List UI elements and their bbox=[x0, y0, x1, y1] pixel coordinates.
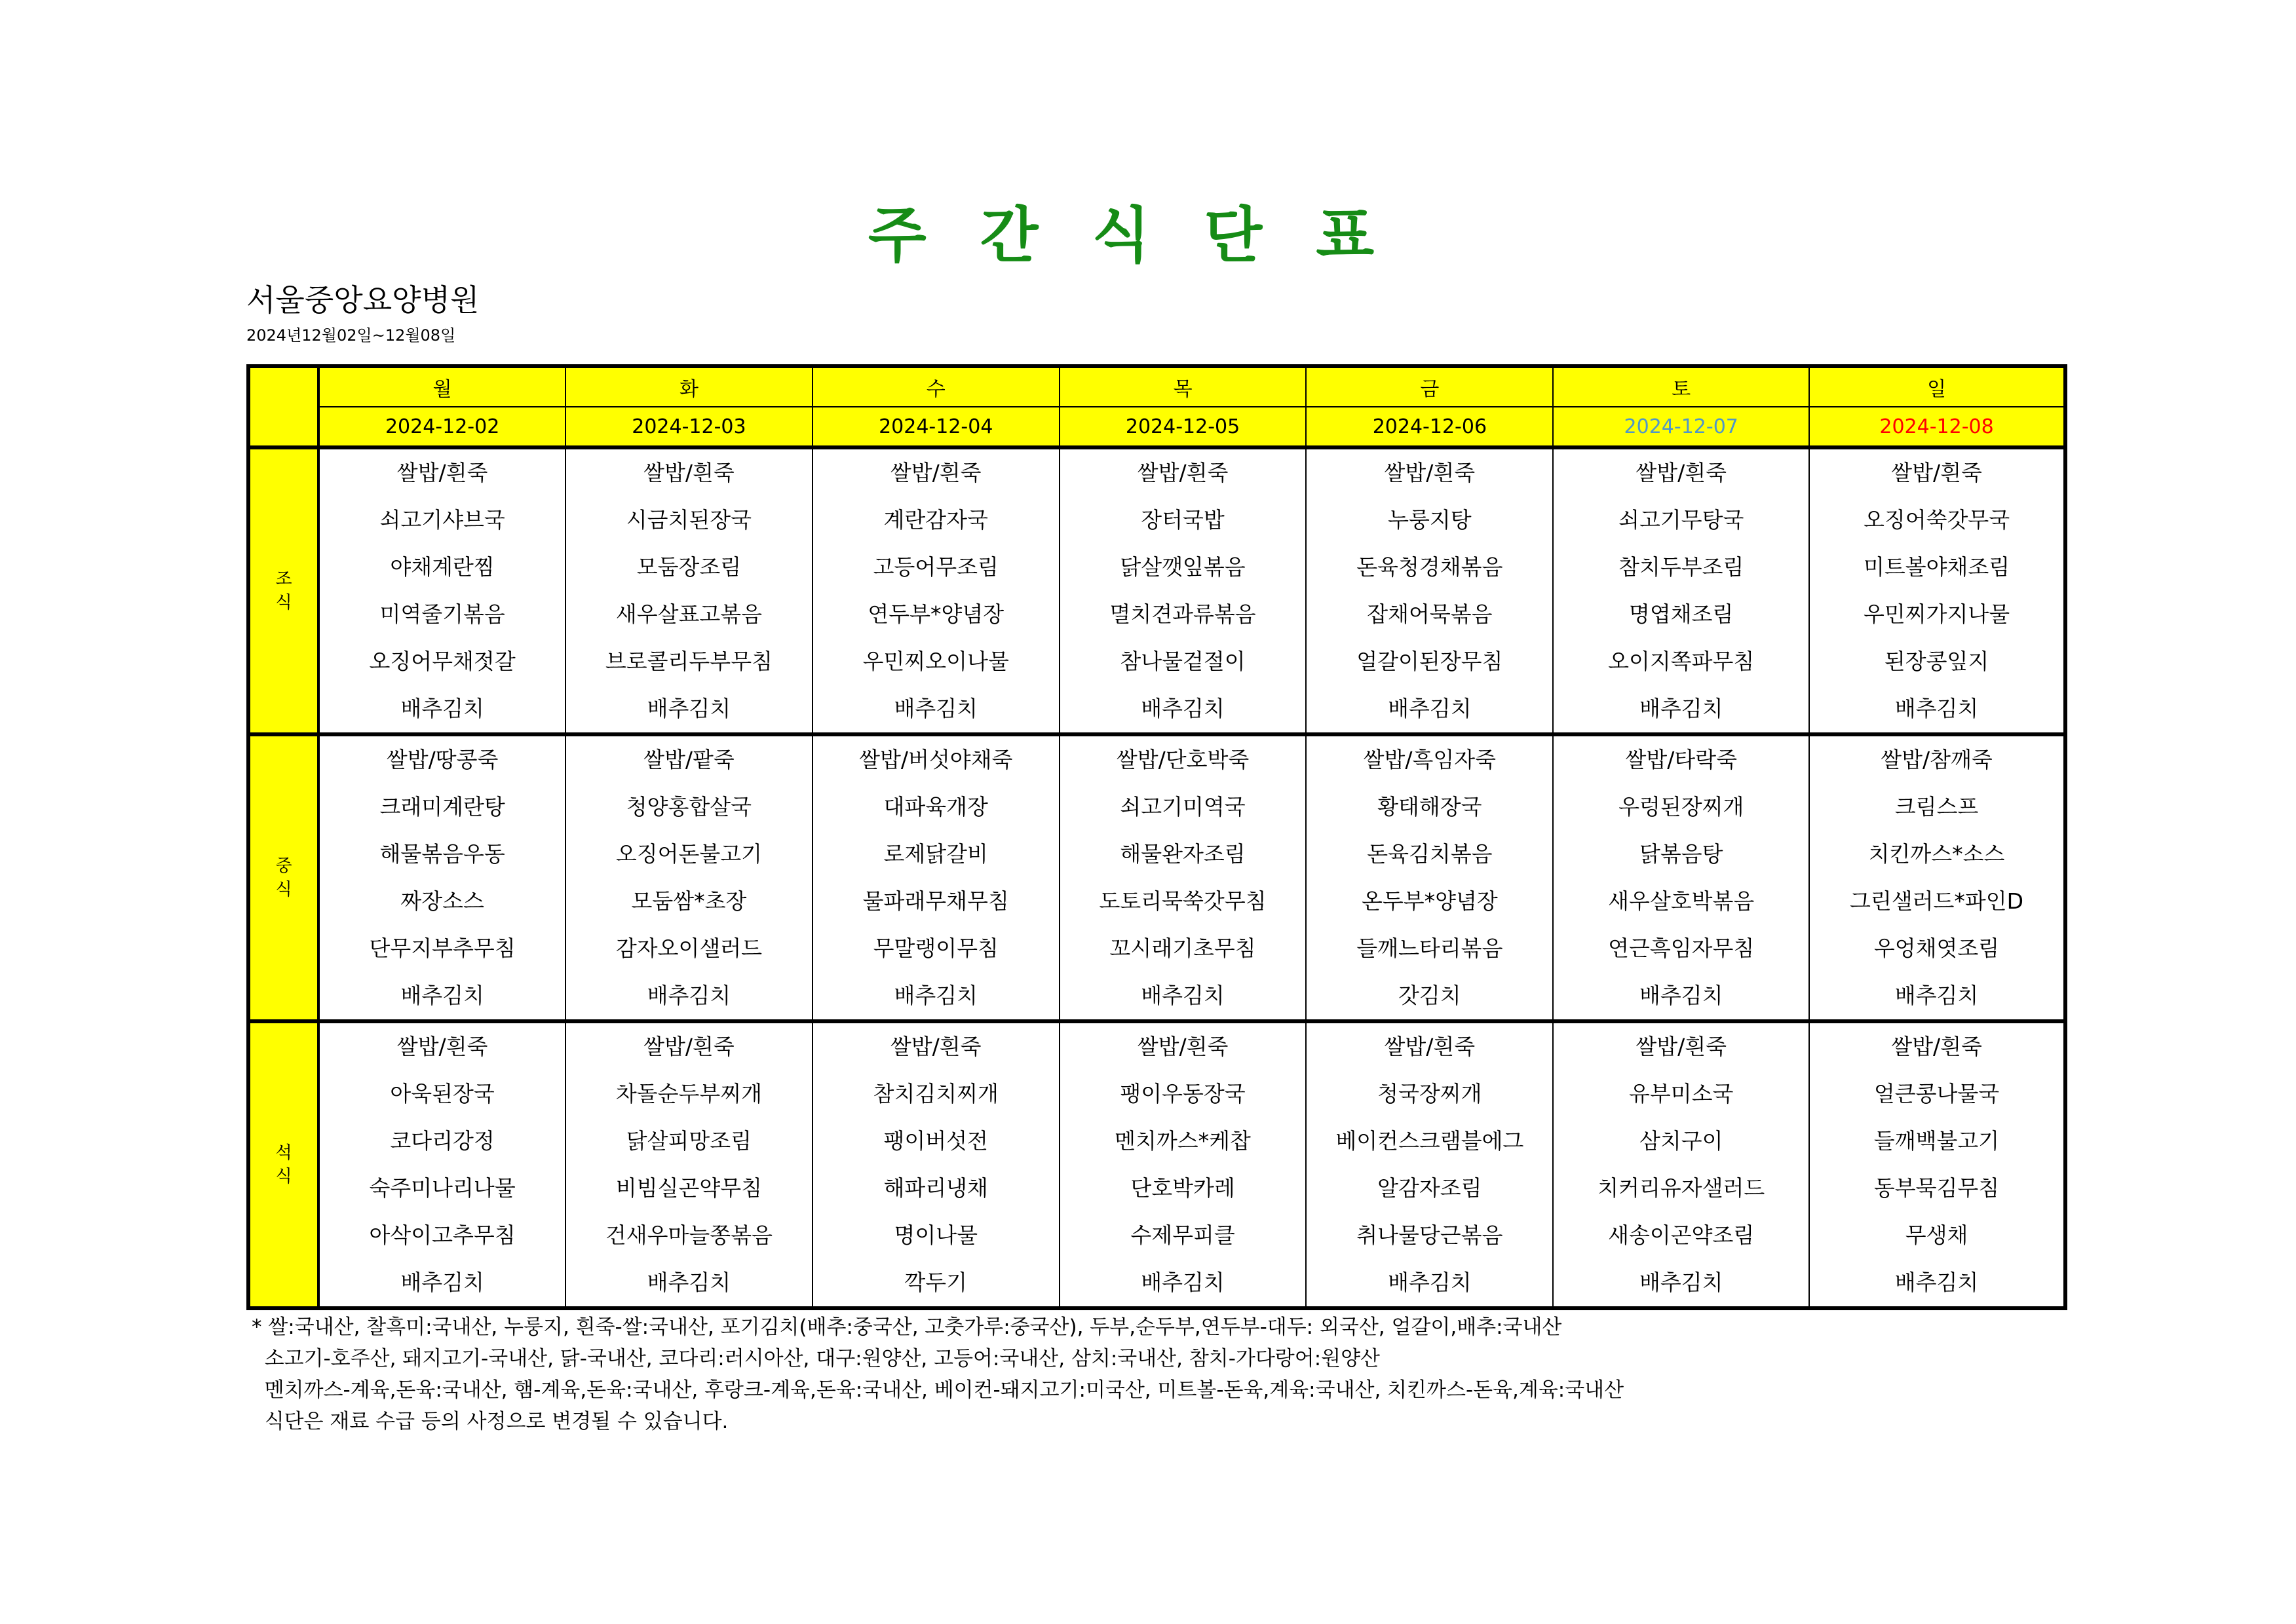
menu-item: 닭살피망조림 bbox=[626, 1128, 752, 1154]
day-date: 2024-12-03 bbox=[565, 407, 813, 447]
footnote-line: 소고기-호주산, 돼지고기-국내산, 닭-국내산, 코다리:러시아산, 대구:원양산, 고등어:국내산, 삼치:국내산, 참치-가다랑어:원양산 bbox=[252, 1347, 1380, 1370]
menu-item: 쇠고기무탕국 bbox=[1618, 507, 1744, 533]
menu-item: 베이컨스크램블에그 bbox=[1335, 1128, 1524, 1154]
menu-cell bbox=[318, 734, 565, 1021]
menu-cell bbox=[1306, 734, 1553, 1021]
menu-item: 쌀밥/흰죽 bbox=[1384, 1034, 1476, 1059]
menu-item: 동부묵김무침 bbox=[1873, 1175, 2000, 1201]
menu-item: 배추김치 bbox=[1639, 696, 1723, 721]
menu-item: 유부미소국 bbox=[1629, 1081, 1734, 1106]
page-title: 주간식단표 bbox=[868, 200, 1428, 271]
menu-item: 우민찌오이나물 bbox=[862, 649, 1009, 674]
menu-cell bbox=[1060, 734, 1307, 1021]
menu-item: 취나물당근볶음 bbox=[1356, 1222, 1503, 1248]
menu-item: 고등어무조림 bbox=[873, 554, 999, 580]
menu-item: 쌀밥/흰죽 bbox=[1137, 460, 1229, 485]
menu-cell bbox=[318, 1021, 565, 1308]
weekly-menu-table bbox=[246, 364, 2067, 1310]
menu-cell bbox=[1306, 447, 1553, 734]
menu-item: 갓김치 bbox=[1398, 983, 1461, 1008]
menu-item: 수제무피클 bbox=[1130, 1222, 1235, 1248]
menu-item: 짜장소스 bbox=[400, 888, 484, 914]
menu-item: 팽이버섯전 bbox=[883, 1128, 988, 1154]
menu-item: 된장콩잎지 bbox=[1884, 649, 1989, 674]
day-name: 수 bbox=[813, 366, 1060, 407]
day-name: 목 bbox=[1060, 366, 1307, 407]
menu-item: 도토리묵쑥갓무침 bbox=[1099, 888, 1267, 914]
menu-item: 쌀밥/흰죽 bbox=[1137, 1034, 1229, 1059]
menu-item: 오징어쑥갓무국 bbox=[1863, 507, 2010, 533]
menu-item: 해물완자조림 bbox=[1120, 841, 1246, 867]
day-name: 토 bbox=[1553, 366, 1809, 407]
meal-label-char: 식 bbox=[275, 880, 292, 899]
menu-item: 청국장찌개 bbox=[1377, 1081, 1482, 1106]
menu-item: 계란감자국 bbox=[883, 507, 988, 533]
menu-item: 황태해장국 bbox=[1377, 794, 1482, 820]
menu-item: 쌀밥/흰죽 bbox=[890, 1034, 982, 1059]
menu-item: 온두부*양념장 bbox=[1361, 888, 1498, 914]
menu-item: 쇠고기샤브국 bbox=[379, 507, 505, 533]
menu-item: 쌀밥/흰죽 bbox=[1384, 460, 1476, 485]
menu-item: 오징어무채젓갈 bbox=[369, 649, 516, 674]
menu-item: 장터국밥 bbox=[1141, 507, 1225, 533]
menu-item: 단무지부추무침 bbox=[369, 935, 516, 961]
menu-item: 아욱된장국 bbox=[390, 1081, 495, 1106]
header-corner bbox=[248, 366, 318, 447]
menu-item: 브로콜리두부무침 bbox=[605, 649, 773, 674]
menu-item: 쌀밥/버섯야채죽 bbox=[859, 747, 1013, 772]
menu-item: 대파육개장 bbox=[883, 794, 988, 820]
menu-item: 쌀밥/땅콩죽 bbox=[386, 747, 499, 772]
menu-item: 건새우마늘쫑볶음 bbox=[605, 1222, 773, 1248]
menu-item: 명엽채조림 bbox=[1629, 601, 1734, 627]
menu-item: 시금치된장국 bbox=[626, 507, 752, 533]
menu-cell bbox=[1553, 734, 1809, 1021]
menu-item: 배추김치 bbox=[1639, 1270, 1723, 1295]
day-date: 2024-12-08 bbox=[1809, 407, 2065, 447]
menu-cell bbox=[565, 734, 813, 1021]
menu-item: 치킨까스*소스 bbox=[1868, 841, 2005, 867]
menu-cell bbox=[813, 734, 1060, 1021]
menu-cell bbox=[813, 447, 1060, 734]
menu-cell bbox=[1060, 1021, 1307, 1308]
menu-item: 배추김치 bbox=[647, 983, 731, 1008]
menu-item: 쌀밥/참깨죽 bbox=[1881, 747, 1993, 772]
day-name: 일 bbox=[1809, 366, 2065, 407]
menu-item: 참나물겉절이 bbox=[1120, 649, 1246, 674]
menu-item: 쌀밥/타락죽 bbox=[1625, 747, 1737, 772]
menu-cell bbox=[813, 1021, 1060, 1308]
menu-item: 치커리유자샐러드 bbox=[1598, 1175, 1765, 1201]
meal-label bbox=[248, 447, 318, 734]
menu-item: 참치김치찌개 bbox=[873, 1081, 999, 1106]
meal-row bbox=[248, 1021, 2065, 1308]
menu-item: 쌀밥/흰죽 bbox=[1891, 460, 1982, 485]
menu-item: 비빔실곤약무침 bbox=[615, 1175, 763, 1201]
menu-item: 참치두부조림 bbox=[1618, 554, 1744, 580]
day-header-row bbox=[248, 366, 2065, 407]
menu-item: 배추김치 bbox=[1141, 696, 1225, 721]
menu-item: 차돌순두부찌개 bbox=[615, 1081, 763, 1106]
footnote-line: * 쌀:국내산, 찰흑미:국내산, 누룽지, 흰죽-쌀:국내산, 포기김치(배추:중국산, 고춧가루:중국산), 두부,순두부,연두부-대두: 외국산, 얼갈이,배추:국내산 bbox=[252, 1315, 1562, 1339]
menu-item: 쌀밥/흰죽 bbox=[890, 460, 982, 485]
menu-item: 배추김치 bbox=[400, 1270, 484, 1295]
meal-label bbox=[248, 734, 318, 1021]
menu-item: 닭볶음탕 bbox=[1639, 841, 1723, 867]
menu-item: 삼치구이 bbox=[1639, 1128, 1723, 1154]
menu-item: 배추김치 bbox=[1388, 1270, 1472, 1295]
day-date: 2024-12-02 bbox=[318, 407, 565, 447]
day-name: 금 bbox=[1306, 366, 1553, 407]
menu-item: 숙주미나리나물 bbox=[369, 1175, 516, 1201]
menu-item: 배추김치 bbox=[647, 1270, 731, 1295]
meal-label bbox=[248, 1021, 318, 1308]
menu-item: 미트볼야채조림 bbox=[1863, 554, 2010, 580]
menu-item: 배추김치 bbox=[1894, 696, 1979, 721]
menu-item: 모둠장조림 bbox=[636, 554, 742, 580]
menu-item: 배추김치 bbox=[1388, 696, 1472, 721]
day-date: 2024-12-06 bbox=[1306, 407, 1553, 447]
menu-item: 닭살깻잎볶음 bbox=[1120, 554, 1246, 580]
menu-item: 우렁된장찌개 bbox=[1618, 794, 1744, 820]
meal-label-char: 조 bbox=[275, 569, 292, 589]
meal-row bbox=[248, 734, 2065, 1021]
menu-item: 배추김치 bbox=[894, 983, 978, 1008]
menu-cell bbox=[565, 1021, 813, 1308]
menu-item: 오징어돈불고기 bbox=[615, 841, 763, 867]
menu-item: 쌀밥/흰죽 bbox=[396, 1034, 488, 1059]
menu-item: 새우살호박볶음 bbox=[1608, 888, 1755, 914]
menu-cell bbox=[1306, 1021, 1553, 1308]
menu-item: 팽이우동장국 bbox=[1120, 1081, 1246, 1106]
menu-item: 그린샐러드*파인D bbox=[1850, 888, 2024, 914]
menu-item: 잡채어묵볶음 bbox=[1367, 601, 1493, 627]
menu-item: 배추김치 bbox=[647, 696, 731, 721]
menu-item: 청양홍합살국 bbox=[626, 794, 752, 820]
menu-cell bbox=[565, 447, 813, 734]
menu-item: 우민찌가지나물 bbox=[1863, 601, 2010, 627]
menu-item: 쇠고기미역국 bbox=[1120, 794, 1246, 820]
menu-item: 무말랭이무침 bbox=[873, 935, 999, 961]
menu-item: 멘치까스*케찹 bbox=[1115, 1128, 1251, 1154]
menu-item: 모둠쌈*초장 bbox=[631, 888, 747, 914]
menu-item: 돈육청경채볶음 bbox=[1356, 554, 1503, 580]
menu-item: 꼬시래기초무침 bbox=[1109, 935, 1256, 961]
menu-item: 쌀밥/단호박죽 bbox=[1116, 747, 1250, 772]
menu-item: 연근흑임자무침 bbox=[1608, 935, 1755, 961]
menu-item: 우엉채엿조림 bbox=[1873, 935, 2000, 961]
meal-label-char: 중 bbox=[275, 856, 292, 876]
menu-item: 쌀밥/흰죽 bbox=[643, 460, 735, 485]
menu-cell bbox=[1553, 447, 1809, 734]
menu-item: 무생채 bbox=[1905, 1222, 1968, 1248]
menu-cell bbox=[318, 447, 565, 734]
menu-cell bbox=[1809, 1021, 2065, 1308]
footnote-line: 식단은 재료 수급 등의 사정으로 변경될 수 있습니다. bbox=[252, 1410, 729, 1433]
menu-item: 배추김치 bbox=[1894, 983, 1979, 1008]
menu-item: 해파리냉채 bbox=[883, 1175, 988, 1201]
menu-item: 명이나물 bbox=[894, 1222, 978, 1248]
menu-item: 물파래무채무침 bbox=[862, 888, 1009, 914]
menu-item: 미역줄기볶음 bbox=[379, 601, 505, 627]
menu-item: 코다리강정 bbox=[390, 1128, 495, 1154]
menu-item: 크래미계란탕 bbox=[379, 794, 505, 820]
menu-cell bbox=[1553, 1021, 1809, 1308]
day-date: 2024-12-07 bbox=[1553, 407, 1809, 447]
menu-item: 오이지쪽파무침 bbox=[1608, 649, 1755, 674]
menu-item: 연두부*양념장 bbox=[868, 601, 1004, 627]
menu-item: 쌀밥/흑임자죽 bbox=[1363, 747, 1497, 772]
menu-item: 쌀밥/흰죽 bbox=[1636, 1034, 1727, 1059]
menu-item: 쌀밥/흰죽 bbox=[396, 460, 488, 485]
footnote-line: 멘치까스-계육,돈육:국내산, 햄-계육,돈육:국내산, 후랑크-계육,돈육:국내산, 베이컨-돼지고기:미국산, 미트볼-돈육,계육:국내산, 치킨까스-돈육,계육:국내산 bbox=[252, 1378, 1624, 1402]
menu-item: 배추김치 bbox=[894, 696, 978, 721]
meal-label-char: 식 bbox=[275, 1167, 292, 1186]
meal-row bbox=[248, 447, 2065, 734]
menu-item: 아삭이고추무침 bbox=[369, 1222, 516, 1248]
menu-item: 배추김치 bbox=[1639, 983, 1723, 1008]
menu-item: 배추김치 bbox=[1141, 983, 1225, 1008]
menu-item: 배추김치 bbox=[400, 983, 484, 1008]
day-name: 월 bbox=[318, 366, 565, 407]
origin-footnotes bbox=[252, 1312, 1624, 1437]
menu-item: 쌀밥/흰죽 bbox=[643, 1034, 735, 1059]
menu-item: 배추김치 bbox=[1141, 1270, 1225, 1295]
menu-item: 해물볶음우동 bbox=[379, 841, 505, 867]
menu-item: 단호박카레 bbox=[1130, 1175, 1235, 1201]
meal-label-char: 석 bbox=[275, 1143, 292, 1163]
menu-item: 멸치견과류볶음 bbox=[1109, 601, 1256, 627]
menu-cell bbox=[1809, 447, 2065, 734]
menu-cell bbox=[1060, 447, 1307, 734]
day-name: 화 bbox=[565, 366, 813, 407]
menu-item: 돈육김치볶음 bbox=[1367, 841, 1493, 867]
menu-period: 2024년12월02일~12월08일 bbox=[246, 326, 456, 345]
menu-item: 들깨백불고기 bbox=[1873, 1128, 2000, 1154]
menu-item: 배추김치 bbox=[400, 696, 484, 721]
menu-item: 쌀밥/흰죽 bbox=[1636, 460, 1727, 485]
day-date: 2024-12-04 bbox=[813, 407, 1060, 447]
menu-cell bbox=[1809, 734, 2065, 1021]
date-header-row bbox=[248, 407, 2065, 447]
menu-item: 누룽지탕 bbox=[1388, 507, 1472, 533]
menu-item: 새송이곤약조림 bbox=[1608, 1222, 1755, 1248]
menu-item: 얼갈이된장무침 bbox=[1356, 649, 1503, 674]
menu-item: 배추김치 bbox=[1894, 1270, 1979, 1295]
day-date: 2024-12-05 bbox=[1060, 407, 1307, 447]
menu-item: 감자오이샐러드 bbox=[615, 935, 763, 961]
menu-item: 쌀밥/팥죽 bbox=[643, 747, 735, 772]
menu-item: 크림스프 bbox=[1894, 794, 1979, 820]
menu-item: 로제닭갈비 bbox=[883, 841, 988, 867]
menu-item: 야채계란찜 bbox=[390, 554, 495, 580]
menu-item: 알감자조림 bbox=[1377, 1175, 1482, 1201]
menu-item: 깍두기 bbox=[904, 1270, 968, 1295]
meal-label-char: 식 bbox=[275, 593, 292, 613]
menu-item: 얼큰콩나물국 bbox=[1873, 1081, 2000, 1106]
menu-item: 새우살표고볶음 bbox=[615, 601, 763, 627]
hospital-name: 서울중앙요양병원 bbox=[246, 282, 480, 318]
menu-item: 들깨느타리볶음 bbox=[1356, 935, 1503, 961]
menu-item: 쌀밥/흰죽 bbox=[1891, 1034, 1982, 1059]
